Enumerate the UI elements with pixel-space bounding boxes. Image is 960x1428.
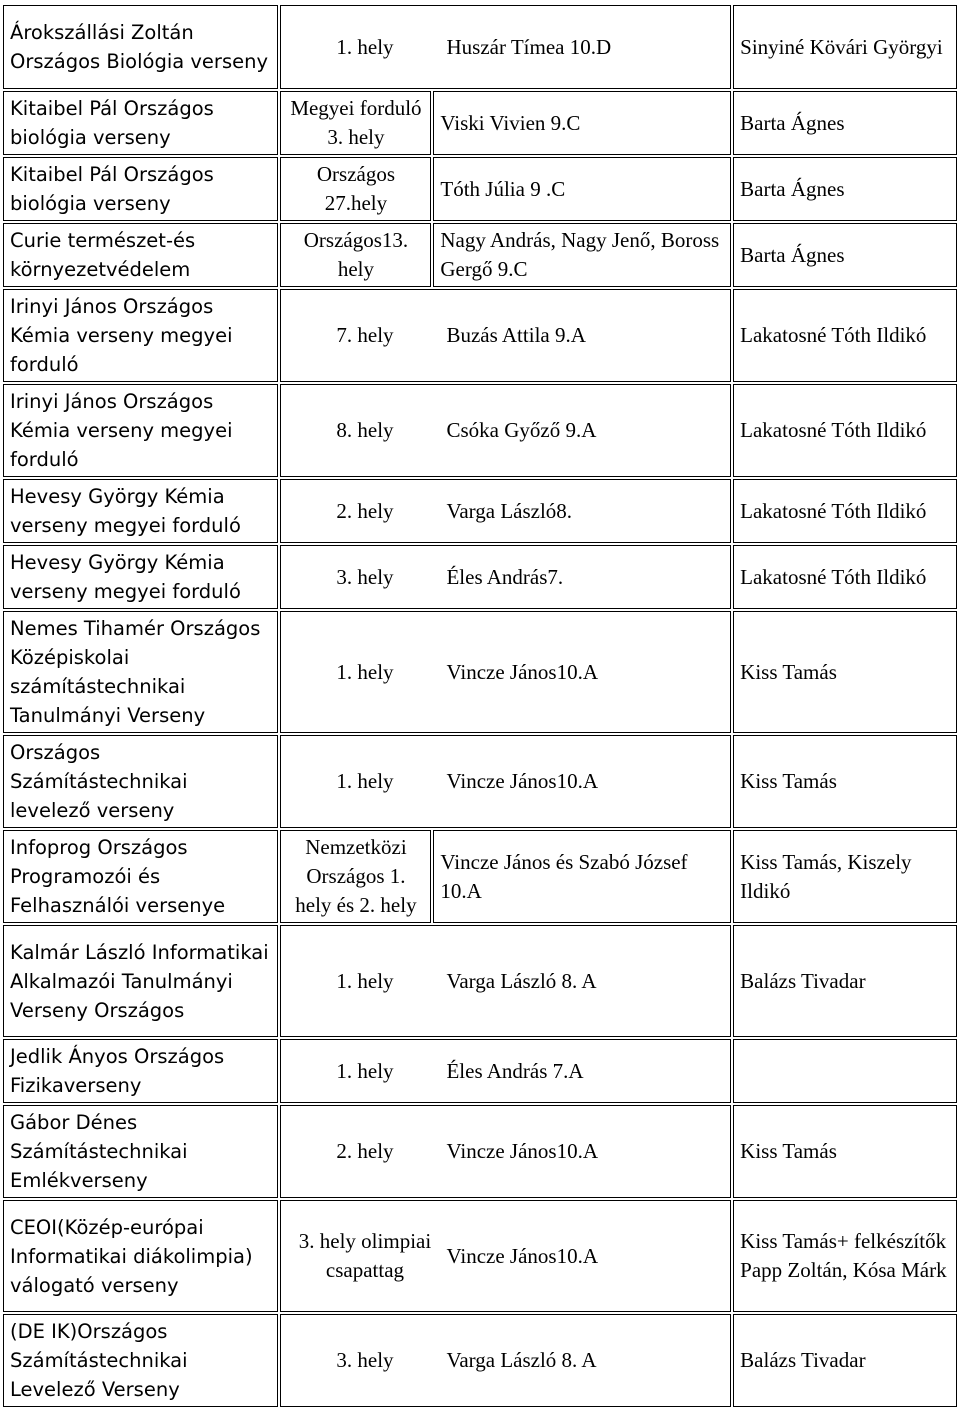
place-text: 8. hely xyxy=(336,418,394,442)
table-row xyxy=(3,157,957,221)
place-cell: Nemzetközi Országos 1. hely és 2. hely xyxy=(280,830,431,923)
place-text: 2. hely xyxy=(336,1139,394,1163)
results-table-body xyxy=(3,5,957,1407)
table-row xyxy=(3,611,957,733)
competition-cell: Gábor Dénes Számítástechnikai Emlékverseny xyxy=(3,1105,278,1198)
teacher-cell: Kiss Tamás xyxy=(733,1105,957,1198)
competition-cell: Nemes Tihamér Országos Középiskolai számítástechnikai Tanulmányi Verseny xyxy=(3,611,278,733)
student-text: Vincze János10.A xyxy=(446,1243,599,1268)
table-row xyxy=(3,925,957,1037)
result-split xyxy=(287,658,724,687)
student-cell: Tóth Júlia 9 .C xyxy=(433,157,731,221)
competition-cell: (DE IK)Országos Számítástechnikai Levelező Verseny xyxy=(3,1314,278,1407)
student-text: Buzás Attila 9.A xyxy=(446,323,586,347)
result-split xyxy=(287,1227,724,1285)
teacher-cell: Barta Ágnes xyxy=(733,223,957,287)
competition-cell: Hevesy György Kémia verseny megyei forduló xyxy=(3,479,278,543)
teacher-cell xyxy=(733,1039,957,1103)
result-split xyxy=(287,416,724,445)
result-split xyxy=(287,497,724,526)
result-cell xyxy=(280,479,731,543)
competition-cell: Jedlik Ányos Országos Fizikaverseny xyxy=(3,1039,278,1103)
place-cell: Megyei forduló 3. hely xyxy=(280,91,431,155)
student-text: Varga László 8. A xyxy=(446,968,597,993)
result-split xyxy=(287,1057,724,1086)
table-row xyxy=(3,735,957,828)
place-text: 2. hely xyxy=(336,498,394,523)
place-text: 1. hely xyxy=(336,968,394,993)
place-text: 1. hely xyxy=(336,1058,394,1083)
result-cell xyxy=(280,1105,731,1198)
competition-cell: Országos Számítástechnikai levelező verseny xyxy=(3,735,278,828)
student-cell: Nagy András, Nagy Jenő, Boross Gergő 9.C xyxy=(433,223,731,287)
result-split xyxy=(287,321,724,350)
table-row xyxy=(3,545,957,609)
table-row xyxy=(3,5,957,89)
result-cell xyxy=(280,1039,731,1103)
results-table xyxy=(1,3,959,1409)
result-cell xyxy=(280,925,731,1037)
student-text: Vincze János10.A xyxy=(446,1139,599,1163)
table-row xyxy=(3,479,957,543)
competition-cell: CEOI(Közép-európai Informatikai diákolimpia) válogató verseny xyxy=(3,1200,278,1312)
result-cell xyxy=(280,611,731,733)
competition-cell: Curie természet-és környezetvédelem xyxy=(3,223,278,287)
competition-cell: Infoprog Országos Programozói és Felhasználói versenye xyxy=(3,830,278,923)
teacher-cell: Lakatosné Tóth Ildikó xyxy=(733,545,957,609)
student-text: Csóka Győző 9.A xyxy=(446,418,597,442)
student-cell: Viski Vivien 9.C xyxy=(433,91,731,155)
place-text: 3. hely olimpiai csapattag xyxy=(298,1229,432,1282)
competition-cell: Árokszállási Zoltán Országos Biológia verseny xyxy=(3,5,278,89)
competition-cell: Irinyi János Országos Kémia verseny megyei forduló xyxy=(3,384,278,477)
result-split xyxy=(287,1346,724,1375)
place-text: 1. hely xyxy=(336,34,394,59)
competition-cell: Kitaibel Pál Országos biológia verseny xyxy=(3,91,278,155)
competition-cell: Irinyi János Országos Kémia verseny megyei forduló xyxy=(3,289,278,382)
teacher-cell: Balázs Tivadar xyxy=(733,925,957,1037)
result-split xyxy=(287,767,724,796)
teacher-cell: Kiss Tamás, Kiszely Ildikó xyxy=(733,830,957,923)
place-text: 3. hely xyxy=(336,564,394,589)
teacher-cell: Lakatosné Tóth Ildikó xyxy=(733,384,957,477)
table-row xyxy=(3,384,957,477)
place-cell: Országos13. hely xyxy=(280,223,431,287)
result-cell xyxy=(280,384,731,477)
teacher-cell: Kiss Tamás xyxy=(733,735,957,828)
teacher-cell: Sinyiné Kövári Györgyi xyxy=(733,5,957,89)
student-text: Varga László8. xyxy=(446,498,573,523)
teacher-cell: Kiss Tamás xyxy=(733,611,957,733)
competition-cell: Kalmár László Informatikai Alkalmazói Tanulmányi Verseny Országos xyxy=(3,925,278,1037)
place-text: 1. hely xyxy=(336,769,394,793)
table-row xyxy=(3,1200,957,1312)
result-cell xyxy=(280,289,731,382)
place-cell: Országos 27.hely xyxy=(280,157,431,221)
teacher-cell: Barta Ágnes xyxy=(733,91,957,155)
teacher-cell: Lakatosné Tóth Ildikó xyxy=(733,479,957,543)
table-row xyxy=(3,289,957,382)
place-text: 3. hely xyxy=(336,1348,394,1372)
table-row xyxy=(3,1105,957,1198)
result-split xyxy=(287,563,724,592)
result-cell xyxy=(280,735,731,828)
student-text: Éles András7. xyxy=(446,564,564,589)
result-cell xyxy=(280,545,731,609)
result-cell xyxy=(280,1314,731,1407)
teacher-cell: Barta Ágnes xyxy=(733,157,957,221)
student-text: Vincze János10.A xyxy=(446,659,599,684)
table-row xyxy=(3,830,957,923)
competition-cell: Hevesy György Kémia verseny megyei forduló xyxy=(3,545,278,609)
student-text: Vincze János10.A xyxy=(446,769,599,793)
place-text: 1. hely xyxy=(336,659,394,684)
table-row xyxy=(3,91,957,155)
competition-cell: Kitaibel Pál Országos biológia verseny xyxy=(3,157,278,221)
result-split xyxy=(287,33,724,62)
place-text: 7. hely xyxy=(336,323,394,347)
table-row xyxy=(3,1039,957,1103)
student-cell: Vincze János és Szabó József 10.A xyxy=(433,830,731,923)
result-split xyxy=(287,1137,724,1166)
student-text: Éles András 7.A xyxy=(446,1058,584,1083)
teacher-cell: Lakatosné Tóth Ildikó xyxy=(733,289,957,382)
table-row xyxy=(3,223,957,287)
result-cell xyxy=(280,1200,731,1312)
teacher-cell: Kiss Tamás+ felkészítők Papp Zoltán, Kósa Márk xyxy=(733,1200,957,1312)
student-text: Huszár Tímea 10.D xyxy=(446,34,612,59)
table-row xyxy=(3,1314,957,1407)
result-cell xyxy=(280,5,731,89)
result-split xyxy=(287,967,724,996)
teacher-cell: Balázs Tivadar xyxy=(733,1314,957,1407)
student-text: Varga László 8. A xyxy=(446,1348,597,1372)
